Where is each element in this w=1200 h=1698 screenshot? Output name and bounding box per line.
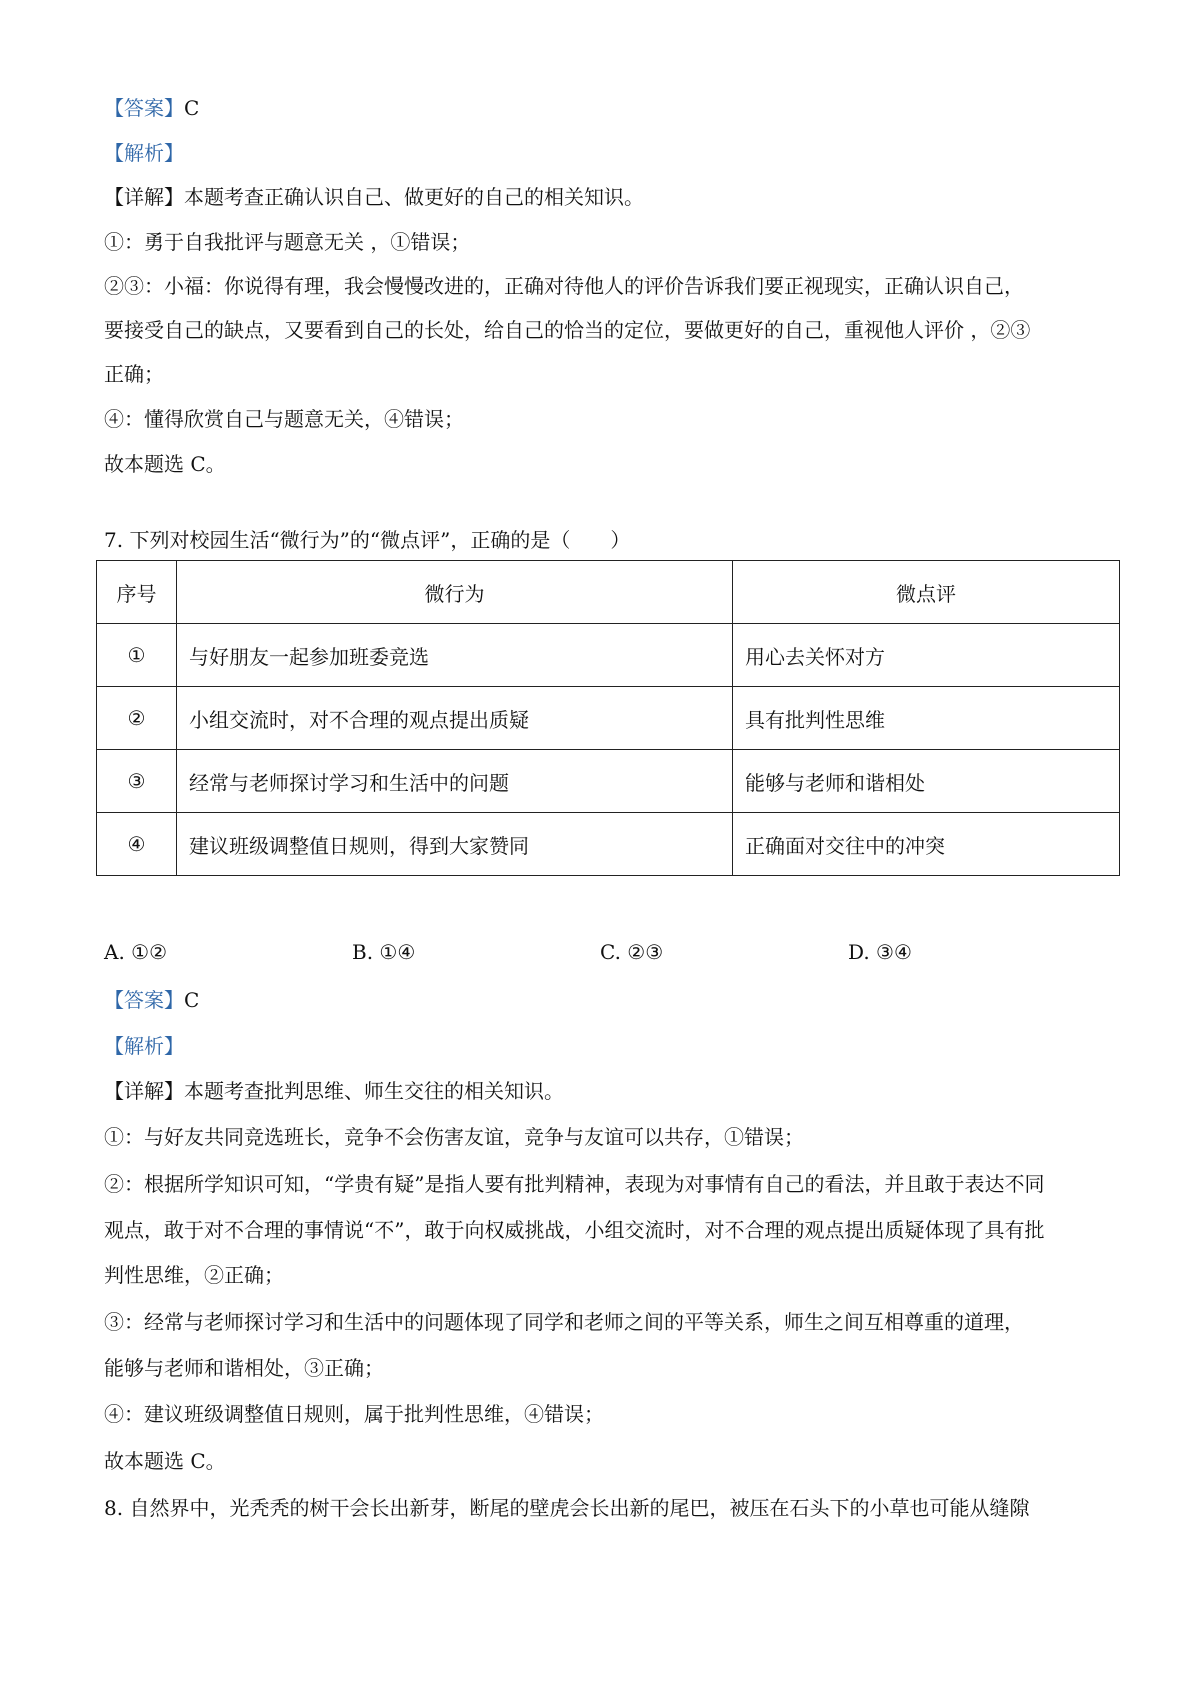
q8-stem: 8. 自然界中，光秃秃的树干会长出新芽，断尾的壁虎会长出新的尾巴，被压在石头下的小草也可能从缝隙 <box>104 1496 1030 1520</box>
row-comment: 正确面对交往中的冲突 <box>733 813 1120 876</box>
row-index: ① <box>97 624 177 687</box>
row-comment: 用心去关怀对方 <box>733 624 1120 687</box>
row-behavior: 与好朋友一起参加班委竞选 <box>177 624 733 687</box>
explanation-line: 要接受自己的缺点，又要看到自己的长处，给自己的恰当的定位，要做更好的自己，重视他人评价 ，②③ <box>104 318 1031 342</box>
option-c: C. ②③ <box>600 940 664 964</box>
table-row <box>97 687 1120 750</box>
analysis-tag: 【解析】 <box>104 141 184 165</box>
explanation-line: 能够与老师和谐相处，③正确； <box>104 1356 384 1380</box>
explanation-line: ②③：小福：你说得有理，我会慢慢改进的，正确对待他人的评价告诉我们要正视现实，正确认识自己， <box>104 274 1024 298</box>
explanation-line: ①：勇于自我批评与题意无关 ，①错误； <box>104 230 471 254</box>
row-index: ④ <box>97 813 177 876</box>
q7-options <box>104 940 1114 964</box>
table-row <box>97 750 1120 813</box>
option-a: A. ①② <box>104 940 168 964</box>
explanation-line: ①：与好友共同竞选班长，竞争不会伤害友谊，竞争与友谊可以共存，①错误； <box>104 1125 804 1149</box>
option-d: D. ③④ <box>848 940 912 964</box>
row-index: ② <box>97 687 177 750</box>
q7-answer-line <box>104 988 1114 1012</box>
row-index: ③ <box>97 750 177 813</box>
row-comment: 具有批判性思维 <box>733 687 1120 750</box>
row-behavior: 建议班级调整值日规则，得到大家赞同 <box>177 813 733 876</box>
q7-analysis-tag <box>104 1034 1114 1058</box>
explanation-line: 正确； <box>104 362 164 386</box>
header-cell-behavior: 微行为 <box>177 561 733 624</box>
header-cell-comment: 微点评 <box>733 561 1120 624</box>
row-behavior: 经常与老师探讨学习和生活中的问题 <box>177 750 733 813</box>
explanation-line: ③：经常与老师探讨学习和生活中的问题体现了同学和老师之间的平等关系，师生之间互相尊重的道理， <box>104 1310 1024 1334</box>
explanation-line: ②：根据所学知识可知，“学贵有疑”是指人要有批判精神，表现为对事情有自己的看法，并且敢于表达不同 <box>104 1172 1045 1196</box>
table-header-row <box>97 561 1120 624</box>
detail-tag: 【详解】 <box>104 185 184 209</box>
row-behavior: 小组交流时，对不合理的观点提出质疑 <box>177 687 733 750</box>
answer-tag: 【答案】 <box>104 96 184 120</box>
table-row <box>97 624 1120 687</box>
answer-value: C <box>184 96 200 120</box>
option-b: B. ①④ <box>352 940 416 964</box>
explanation-line: 观点，敢于对不合理的事情说“不”，敢于向权威挑战，小组交流时，对不合理的观点提出质疑体现了具有批 <box>104 1218 1045 1242</box>
explanation-line: ④：懂得欣赏自己与题意无关，④错误； <box>104 407 464 431</box>
explanation-text: 本题考查正确认识自己、做更好的自己的相关知识。 <box>184 185 644 209</box>
analysis-tag: 【解析】 <box>104 1034 184 1058</box>
row-comment: 能够与老师和谐相处 <box>733 750 1120 813</box>
q7-table <box>96 560 1120 876</box>
q6-answer-line <box>104 96 1114 120</box>
header-cell-index: 序号 <box>97 561 177 624</box>
explanation-line: 判性思维，②正确； <box>104 1263 284 1287</box>
detail-tag: 【详解】 <box>104 1079 184 1103</box>
q6-detail-line <box>104 185 1114 209</box>
conclusion-line: 故本题选 C。 <box>104 1449 226 1473</box>
explanation-line: ④：建议班级调整值日规则，属于批判性思维，④错误； <box>104 1402 604 1426</box>
table-row <box>97 813 1120 876</box>
q7-stem: 7. 下列对校园生活“微行为”的“微点评”，正确的是（ ） <box>104 528 631 552</box>
answer-value: C <box>184 988 200 1012</box>
q7-detail-line <box>104 1079 1114 1103</box>
conclusion-line: 故本题选 C。 <box>104 452 226 476</box>
answer-tag: 【答案】 <box>104 988 184 1012</box>
explanation-text: 本题考查批判思维、师生交往的相关知识。 <box>184 1079 564 1103</box>
q6-analysis-tag <box>104 141 1114 165</box>
